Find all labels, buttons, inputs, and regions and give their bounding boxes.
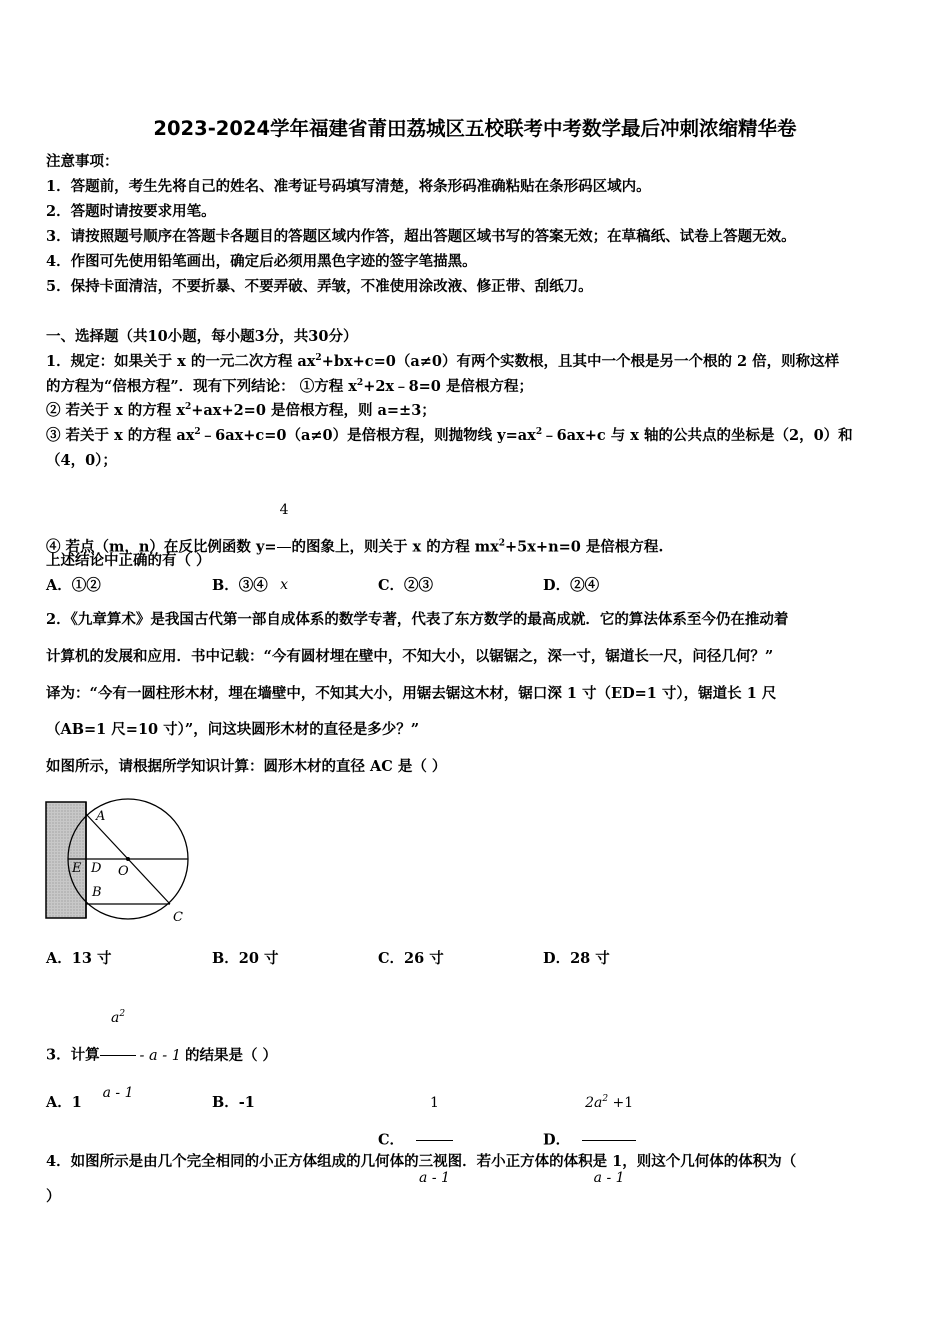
q3-option-c: C． $\frac{1}{a - 1}$ xyxy=(378,1068,453,1213)
q3-option-b: B．-1 xyxy=(212,1094,255,1111)
q1-option-a: A．①② xyxy=(46,577,101,594)
label-b: B xyxy=(92,885,102,900)
wall-rect xyxy=(46,802,86,918)
label-o: O xyxy=(118,864,129,879)
q2-circle-figure xyxy=(40,795,200,925)
q1-option-b: B．③④ xyxy=(212,577,268,594)
q2-line-3: 译为：“今有一圆柱形木材，埋在墙壁中，不知其大小，用锯去锯这木材，锯口深 1 寸（ED=1 寸），锯道长 1 尺 xyxy=(46,685,777,702)
q2-option-a: A．13 寸 xyxy=(46,950,112,967)
q2-line-2: 计算机的发展和应用．书中记载：“今有圆材埋在壁中，不知大小，以锯锯之，深一寸，锯道长一尺，问径几何？” xyxy=(46,648,774,665)
notice-item-1: 1．答题前，考生先将自己的姓名、准考证号码填写清楚，将条形码准确粘贴在条形码区域内。 xyxy=(46,178,651,195)
label-c: C xyxy=(173,910,183,925)
section-heading: 一、选择题（共10小题，每小题3分，共30分） xyxy=(46,328,358,345)
q2-line-4: （AB=1 尺=10 寸）”，问这块圆形木材的直径是多少？” xyxy=(46,721,420,738)
q3-option-d: D． $\frac{2a^2 +1}{a - 1}$ xyxy=(543,1068,636,1213)
center-point xyxy=(126,857,130,861)
q3-fraction: $\frac{a^2}{a - 1}$ xyxy=(100,983,137,1128)
q4-line-1: 4．如图所示是由几个完全相同的小正方体组成的几何体的三视图．若小正方体的体积是 1，则这个几何体的体积为（ xyxy=(46,1153,797,1170)
notice-item-4: 4．作图可先使用铅笔画出，确定后必须用黑色字迹的签字笔描黑。 xyxy=(46,253,477,270)
q1-option-c: C．②③ xyxy=(378,577,434,594)
q3-line: 3．计算 $\frac{a^2}{a - 1}$ - a - 1 的结果是（ ） xyxy=(46,983,277,1128)
q2-line-5: 如图所示，请根据所学知识计算：圆形木材的直径 AC 是（ ） xyxy=(46,758,447,775)
q1-line-2: 的方程为“倍根方程”．现有下列结论： ①方程 $x^2+2x﹣8=0$ 是倍根方程； xyxy=(46,378,533,395)
label-d: D xyxy=(91,861,102,876)
q3-option-a: A．1 xyxy=(46,1094,82,1111)
page-title: 2023-2024学年福建省莆田荔城区五校联考中考数学最后冲刺浓缩精华卷 xyxy=(153,117,797,140)
notice-item-2: 2．答题时请按要求用笔。 xyxy=(46,203,216,220)
label-a: A xyxy=(96,809,106,824)
q1-line-3: ② 若关于 x 的方程 $x^2+ax+2=0$ 是倍根方程，则 a=±3； xyxy=(46,402,436,419)
label-e: E xyxy=(72,861,82,876)
q2-option-b: B．20 寸 xyxy=(212,950,279,967)
q2-option-c: C．26 寸 xyxy=(378,950,444,967)
notice-heading: 注意事项： xyxy=(46,153,119,170)
q1-line-5: （4，0）； xyxy=(46,452,117,469)
q1-line-6: ④ 若点（m，n）在反比例函数 y= $\frac{4}{x}$ 的图象上，则关于 x 的方程 $mx^2+5x+n=0$ 是倍根方程. xyxy=(46,475,663,620)
q1-fraction: $\frac{4}{x}$ xyxy=(277,475,292,620)
q1-line-4: ③ 若关于 x 的方程 $ax^2﹣6ax+c=0(a\ne 0)$是倍根方程，则抛物线 $y=ax^2﹣6ax+c$ 与 x 轴的公共点的坐标是（2，0）和 xyxy=(46,427,853,444)
q1-line-1: 1．规定：如果关于 x 的一元二次方程 $ax^2+bx+c=0(a\ne 0)$有两个实数根，且其中一个根是另一个根的 2 倍，则称这样 xyxy=(46,353,840,370)
q2-line-1: 2．《九章算术》是我国古代第一部自成体系的数学专著，代表了东方数学的最高成就．它的算法体系至今仍在推动着 xyxy=(46,611,789,628)
q2-option-d: D．28 寸 xyxy=(543,950,610,967)
notice-item-5: 5．保持卡面清洁，不要折暴、不要弄破、弄皱，不准使用涂改液、修正带、刮纸刀。 xyxy=(46,278,593,295)
q1-question: 上述结论中正确的有（ ） xyxy=(46,552,211,569)
q1-option-d: D．②④ xyxy=(543,577,600,594)
notice-item-3: 3．请按照题号顺序在答题卡各题目的答题区域内作答，超出答题区域书写的答案无效；在草稿纸、试卷上答题无效。 xyxy=(46,228,796,245)
q4-line-2: ） xyxy=(46,1188,61,1205)
